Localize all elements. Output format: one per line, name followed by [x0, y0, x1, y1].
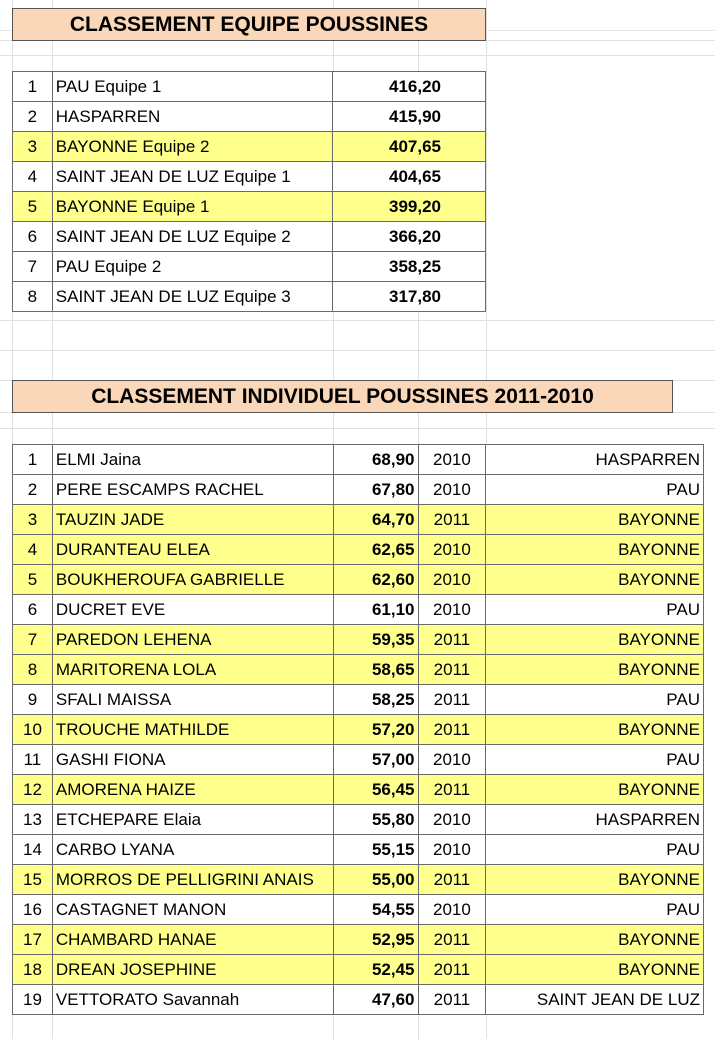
athlete-name-cell: BOUKHEROUFA GABRIELLE — [52, 565, 333, 595]
score-cell: 57,00 — [333, 745, 418, 775]
birth-year-cell: 2011 — [418, 865, 486, 895]
rank-cell: 18 — [13, 955, 53, 985]
score-cell: 358,25 — [333, 252, 486, 282]
birth-year-cell: 2010 — [418, 565, 486, 595]
table-row — [13, 925, 704, 955]
table-row — [13, 985, 704, 1015]
team-ranking-table — [12, 71, 486, 312]
table-row — [13, 535, 704, 565]
score-cell: 317,80 — [333, 282, 486, 312]
rank-cell: 14 — [13, 835, 53, 865]
table-row — [13, 895, 704, 925]
score-cell: 366,20 — [333, 222, 486, 252]
athlete-name-cell: CASTAGNET MANON — [52, 895, 333, 925]
rank-cell: 16 — [13, 895, 53, 925]
club-cell: BAYONNE — [486, 655, 704, 685]
table-row — [13, 595, 704, 625]
table-row — [13, 72, 486, 102]
rank-cell: 2 — [13, 102, 53, 132]
club-cell: BAYONNE — [486, 535, 704, 565]
birth-year-cell: 2010 — [418, 745, 486, 775]
rank-cell: 19 — [13, 985, 53, 1015]
club-cell: PAU — [486, 475, 704, 505]
club-cell: PAU — [486, 595, 704, 625]
table-row — [13, 775, 704, 805]
birth-year-cell: 2010 — [418, 535, 486, 565]
rank-cell: 6 — [13, 222, 53, 252]
birth-year-cell: 2011 — [418, 775, 486, 805]
individual-ranking-title: CLASSEMENT INDIVIDUEL POUSSINES 2011-2010 — [12, 380, 673, 413]
team-name-cell: HASPARREN — [52, 102, 333, 132]
score-cell: 62,65 — [333, 535, 418, 565]
club-cell: PAU — [486, 835, 704, 865]
table-row — [13, 805, 704, 835]
table-row — [13, 162, 486, 192]
birth-year-cell: 2010 — [418, 895, 486, 925]
birth-year-cell: 2010 — [418, 835, 486, 865]
rank-cell: 1 — [13, 72, 53, 102]
birth-year-cell: 2011 — [418, 685, 486, 715]
table-row — [13, 685, 704, 715]
team-name-cell: PAU Equipe 1 — [52, 72, 333, 102]
rank-cell: 15 — [13, 865, 53, 895]
club-cell: BAYONNE — [486, 865, 704, 895]
club-cell: BAYONNE — [486, 925, 704, 955]
club-cell: BAYONNE — [486, 625, 704, 655]
rank-cell: 1 — [13, 445, 53, 475]
table-row — [13, 102, 486, 132]
table-row — [13, 282, 486, 312]
score-cell: 68,90 — [333, 445, 418, 475]
score-cell: 58,65 — [333, 655, 418, 685]
table-row — [13, 865, 704, 895]
score-cell: 404,65 — [333, 162, 486, 192]
athlete-name-cell: TROUCHE MATHILDE — [52, 715, 333, 745]
score-cell: 56,45 — [333, 775, 418, 805]
athlete-name-cell: PERE ESCAMPS RACHEL — [52, 475, 333, 505]
rank-cell: 7 — [13, 252, 53, 282]
athlete-name-cell: ETCHEPARE Elaia — [52, 805, 333, 835]
score-cell: 415,90 — [333, 102, 486, 132]
table-row — [13, 222, 486, 252]
athlete-name-cell: GASHI FIONA — [52, 745, 333, 775]
rank-cell: 7 — [13, 625, 53, 655]
score-cell: 62,60 — [333, 565, 418, 595]
team-name-cell: SAINT JEAN DE LUZ Equipe 2 — [52, 222, 333, 252]
score-cell: 57,20 — [333, 715, 418, 745]
athlete-name-cell: ELMI Jaina — [52, 445, 333, 475]
score-cell: 59,35 — [333, 625, 418, 655]
club-cell: HASPARREN — [486, 445, 704, 475]
athlete-name-cell: CARBO LYANA — [52, 835, 333, 865]
score-cell: 61,10 — [333, 595, 418, 625]
club-cell: BAYONNE — [486, 505, 704, 535]
rank-cell: 12 — [13, 775, 53, 805]
club-cell: BAYONNE — [486, 565, 704, 595]
score-cell: 47,60 — [333, 985, 418, 1015]
rank-cell: 8 — [13, 655, 53, 685]
score-cell: 399,20 — [333, 192, 486, 222]
rank-cell: 17 — [13, 925, 53, 955]
team-name-cell: BAYONNE Equipe 1 — [52, 192, 333, 222]
score-cell: 416,20 — [333, 72, 486, 102]
table-row — [13, 745, 704, 775]
club-cell: PAU — [486, 745, 704, 775]
rank-cell: 9 — [13, 685, 53, 715]
athlete-name-cell: MARITORENA LOLA — [52, 655, 333, 685]
athlete-name-cell: AMORENA HAIZE — [52, 775, 333, 805]
table-row — [13, 655, 704, 685]
athlete-name-cell: SFALI MAISSA — [52, 685, 333, 715]
rank-cell: 10 — [13, 715, 53, 745]
table-row — [13, 132, 486, 162]
rank-cell: 2 — [13, 475, 53, 505]
score-cell: 52,45 — [333, 955, 418, 985]
rank-cell: 11 — [13, 745, 53, 775]
table-row — [13, 505, 704, 535]
birth-year-cell: 2010 — [418, 595, 486, 625]
team-name-cell: SAINT JEAN DE LUZ Equipe 1 — [52, 162, 333, 192]
athlete-name-cell: VETTORATO Savannah — [52, 985, 333, 1015]
table-row — [13, 192, 486, 222]
birth-year-cell: 2011 — [418, 955, 486, 985]
rank-cell: 4 — [13, 535, 53, 565]
club-cell: PAU — [486, 685, 704, 715]
athlete-name-cell: DUCRET EVE — [52, 595, 333, 625]
rank-cell: 5 — [13, 565, 53, 595]
table-row — [13, 475, 704, 505]
athlete-name-cell: MORROS DE PELLIGRINI ANAIS — [52, 865, 333, 895]
birth-year-cell: 2010 — [418, 445, 486, 475]
birth-year-cell: 2011 — [418, 715, 486, 745]
rank-cell: 6 — [13, 595, 53, 625]
rank-cell: 5 — [13, 192, 53, 222]
club-cell: BAYONNE — [486, 775, 704, 805]
athlete-name-cell: TAUZIN JADE — [52, 505, 333, 535]
score-cell: 67,80 — [333, 475, 418, 505]
table-row — [13, 955, 704, 985]
team-ranking-title: CLASSEMENT EQUIPE POUSSINES — [12, 8, 486, 41]
club-cell: PAU — [486, 895, 704, 925]
rank-cell: 8 — [13, 282, 53, 312]
birth-year-cell: 2011 — [418, 505, 486, 535]
score-cell: 54,55 — [333, 895, 418, 925]
score-cell: 64,70 — [333, 505, 418, 535]
team-name-cell: PAU Equipe 2 — [52, 252, 333, 282]
score-cell: 55,80 — [333, 805, 418, 835]
individual-ranking-table — [12, 444, 704, 1015]
club-cell: BAYONNE — [486, 715, 704, 745]
rank-cell: 4 — [13, 162, 53, 192]
birth-year-cell: 2011 — [418, 625, 486, 655]
score-cell: 55,00 — [333, 865, 418, 895]
club-cell: HASPARREN — [486, 805, 704, 835]
birth-year-cell: 2010 — [418, 475, 486, 505]
birth-year-cell: 2011 — [418, 985, 486, 1015]
score-cell: 52,95 — [333, 925, 418, 955]
score-cell: 58,25 — [333, 685, 418, 715]
athlete-name-cell: DREAN JOSEPHINE — [52, 955, 333, 985]
rank-cell: 3 — [13, 132, 53, 162]
table-row — [13, 252, 486, 282]
athlete-name-cell: CHAMBARD HANAE — [52, 925, 333, 955]
table-row — [13, 565, 704, 595]
rank-cell: 13 — [13, 805, 53, 835]
score-cell: 407,65 — [333, 132, 486, 162]
table-row — [13, 835, 704, 865]
club-cell: BAYONNE — [486, 955, 704, 985]
club-cell: SAINT JEAN DE LUZ — [486, 985, 704, 1015]
birth-year-cell: 2011 — [418, 655, 486, 685]
team-name-cell: SAINT JEAN DE LUZ Equipe 3 — [52, 282, 333, 312]
table-row — [13, 715, 704, 745]
athlete-name-cell: DURANTEAU ELEA — [52, 535, 333, 565]
birth-year-cell: 2010 — [418, 805, 486, 835]
birth-year-cell: 2011 — [418, 925, 486, 955]
table-row — [13, 445, 704, 475]
team-name-cell: BAYONNE Equipe 2 — [52, 132, 333, 162]
athlete-name-cell: PAREDON LEHENA — [52, 625, 333, 655]
rank-cell: 3 — [13, 505, 53, 535]
score-cell: 55,15 — [333, 835, 418, 865]
table-row — [13, 625, 704, 655]
